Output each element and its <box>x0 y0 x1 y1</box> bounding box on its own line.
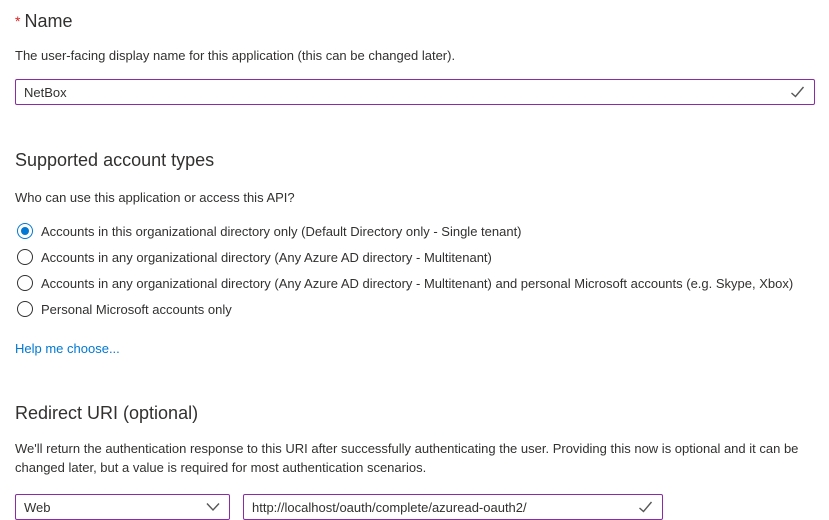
redirect-uri-input-value: http://localhost/oauth/complete/azuread-oauth2/ <box>252 499 527 515</box>
radio-multitenant[interactable] <box>15 244 815 270</box>
redirect-uri-row <box>15 494 815 520</box>
account-types-section-title: Supported account types <box>15 150 215 170</box>
account-types-radio-group <box>15 218 815 322</box>
name-section-title <box>15 10 815 32</box>
radio-button-icon[interactable] <box>17 223 33 239</box>
radio-label: Accounts in any organizational directory (Any Azure AD directory - Multitenant) and personal Microsoft accounts (e.g. Skype, Xbox) <box>41 275 794 291</box>
valid-checkmark-icon <box>638 501 653 514</box>
radio-button-icon[interactable] <box>17 275 33 291</box>
radio-single-tenant[interactable] <box>15 218 815 244</box>
radio-button-icon[interactable] <box>17 301 33 317</box>
redirect-uri-description: We'll return the authentication response to this URI after successfully authenticating the user. Providing this now is optional and it can be changed later, but a value is required for most authentication scenarios. <box>15 441 799 475</box>
radio-button-icon[interactable] <box>17 249 33 265</box>
radio-multitenant-personal[interactable] <box>15 270 815 296</box>
name-input-value: NetBox <box>24 84 67 100</box>
radio-label: Accounts in any organizational directory (Any Azure AD directory - Multitenant) <box>41 249 492 265</box>
valid-checkmark-icon <box>790 86 805 99</box>
radio-label: Personal Microsoft accounts only <box>41 301 232 317</box>
name-description: The user-facing display name for this application (this can be changed later). <box>15 48 456 63</box>
account-types-question: Who can use this application or access this API? <box>15 190 295 205</box>
name-title-text: Name <box>24 11 73 31</box>
redirect-uri-input[interactable] <box>243 494 663 520</box>
help-me-choose-link[interactable]: Help me choose... <box>15 341 120 356</box>
radio-personal-only[interactable] <box>15 296 815 322</box>
platform-select[interactable] <box>15 494 230 520</box>
chevron-down-icon <box>206 502 220 512</box>
platform-select-value: Web <box>24 499 51 515</box>
redirect-uri-section-title: Redirect URI (optional) <box>15 403 199 423</box>
radio-label: Accounts in this organizational directory only (Default Directory only - Single tenant) <box>41 223 522 239</box>
name-input[interactable] <box>15 79 815 105</box>
required-asterisk: * <box>15 13 21 29</box>
